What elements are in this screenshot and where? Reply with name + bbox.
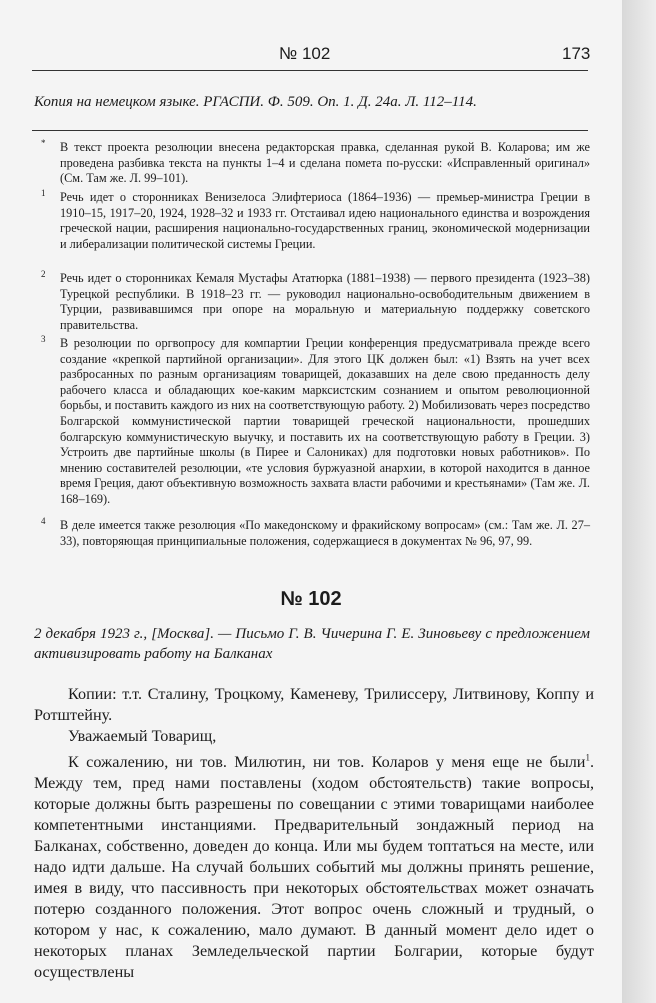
footnote-2 — [41, 269, 590, 333]
document-date-line: 2 декабря 1923 г., [Москва]. — Письмо Г. В. Чичерина Г. Е. Зиновьеву с предложением активизировать работу на Балканах — [34, 626, 590, 662]
paragraph-text-start: К сожалению, ни тов. Милютин, ни тов. Коларов у меня еще не были — [68, 753, 586, 771]
copies-line: Копии: т.т. Сталину, Троцкому, Каменеву, Трилиссеру, Литвинову, Коппу и Ротштейну. — [34, 685, 594, 724]
page-number: 173 — [562, 44, 591, 63]
header-rule — [32, 70, 588, 71]
footnote-1 — [41, 188, 590, 252]
footnote-4 — [41, 516, 590, 549]
footnote-mark: * — [41, 138, 46, 148]
footnote-text: В текст проекта резолюции внесена редакторская правка, сделанная рукой В. Коларова; им же проведена разбивка текста на пункты 1–4 и сделана помета по-русски: «Исправленный оригинал» (См. Там же. Л. 99–101). — [60, 140, 590, 186]
footnote-reference: 1 — [585, 752, 590, 763]
adjacent-page-edge — [622, 0, 656, 1003]
footnote-text: Речь идет о сторонниках Кемаля Мустафы Ататюрка (1881–1938) — первого президента (1923–38) Турецкой республики. В 1918–23 гг. — руководил национально-освободительным движением в Турции, развивавшимся при опоре на моральную и материальную поддержку советского правительства. — [60, 271, 590, 332]
footnote-mark: 4 — [41, 516, 46, 526]
footnote-mark: 2 — [41, 269, 46, 279]
document-title: № 102 — [280, 588, 342, 610]
footnote-mark: 1 — [41, 188, 46, 198]
letter-paragraph — [34, 752, 594, 983]
greeting: Уважаемый Товарищ, — [68, 727, 217, 745]
footnote-text: Речь идет о сторонниках Венизелоса Элифтериоса (1864–1936) — премьер-министра Греции в 1910–15, 1917–20, 1924, 1928–32 и 1933 гг. Отстаивал идею национального единства и возрождения греческой нации, расширения национально-государственных границ, экономической модернизации и либерализации политической системы Греции. — [60, 190, 590, 251]
paragraph-text-rest: . Между тем, пред нами поставлены (ходом обстоятельств) такие вопросы, которые должны быть разрешены по совещании с этими товарищами наиболее компетентными инстанциями. Предварительный зондажный период на Балканах, собственно, доведен до конца. Или мы будем топтаться на месте, или надо идти дальше. На случай больших событий мы должны принять решение, имея в виду, что пассивность при некоторых обстоятельствах может означать потерю созданного положения. Этот вопрос очень сложный и трудный, о котором у нас, к сожалению, мало думают. В данный момент дело идет о некоторых планах Земледельческой партии Болгарии, которые будут осуществлены — [34, 753, 594, 981]
running-header — [0, 40, 622, 70]
footnote-mark: 3 — [41, 334, 46, 344]
footnote-text: В деле имеется также резолюция «По македонскому и фракийскому вопросам» (см.: Там же. Л. 27–33), повторяющая принципиальные положения, содержащиеся в документах № 96, 97, 99. — [60, 518, 590, 548]
footnote-3 — [41, 334, 590, 508]
footnotes-rule — [32, 130, 588, 131]
footnote-star — [41, 138, 590, 187]
footnote-text: В резолюции по оргвопросу для компартии Греции конференция предусматривала прежде всего создание «крепкой партийной организации». Для этого ЦК должен был: «1) Взять на учет всех разбросанных по разным организациям товарищей, доказавших на деле свою преданность делу рабочего класса и обладающих кое-каким марксистским сознанием и опытом революционной борьбы, и поставить каждого из них на соответствующую работу. 2) Мобилизовать через посредство Болгарской коммунистической партии товарищей греческой национальности, прошедших болгарскую коммунистическую выучку, и поставить их на соответствующую работу в Греции. 3) Устроить две партийные школы (в Пирее и Салониках) для подготовки новых работников». По мнению составителей резолюции, «те условия буржуазной анархии, в которой находится в данное время Греция, дают объективную возможность захвата власти рабочими и крестьянами» (Там же. Л. 168–169). — [60, 336, 590, 506]
archival-source-note: Копия на немецком языке. РГАСПИ. Ф. 509. Оп. 1. Д. 24а. Л. 112–114. — [34, 94, 477, 110]
header-doc-number: № 102 — [279, 44, 331, 63]
